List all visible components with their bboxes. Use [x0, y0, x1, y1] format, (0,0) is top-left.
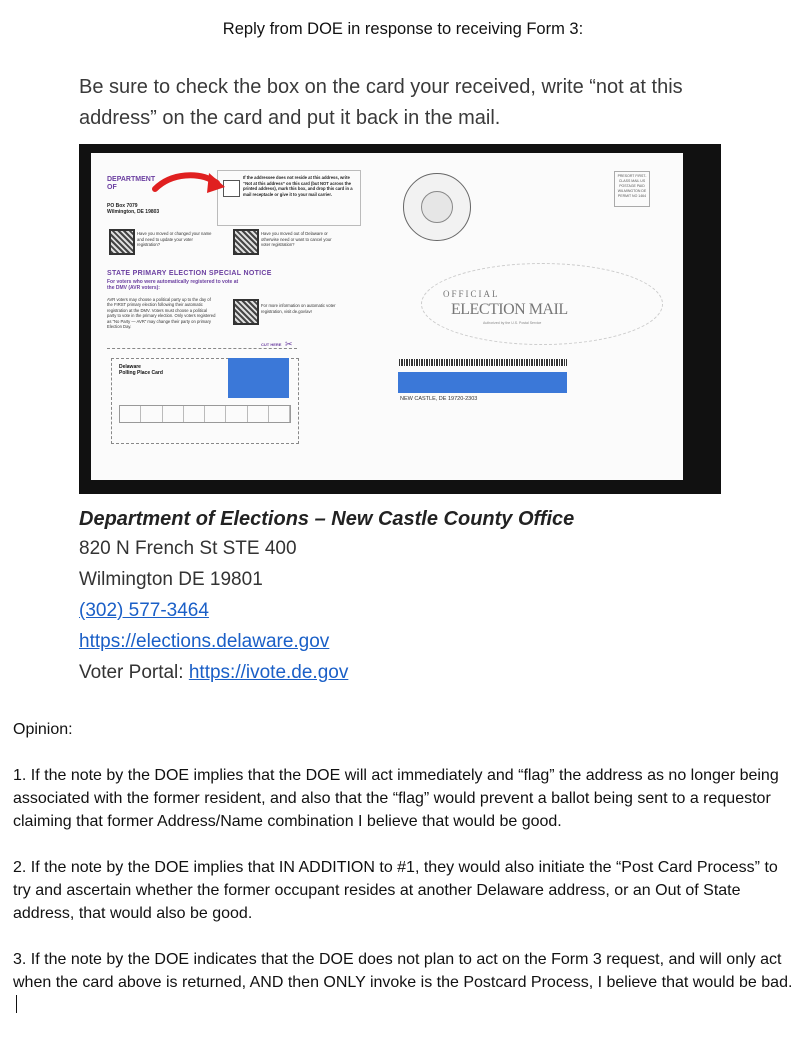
office-name: Department of Elections – New Castle County Office — [79, 508, 575, 530]
office-address-line2: Wilmington DE 19801 — [79, 569, 263, 590]
usps-authorized-label: Authorized by the U.S. Postal Service — [483, 321, 542, 325]
voter-portal-label: Voter Portal: — [79, 662, 189, 683]
card-return-address — [107, 203, 159, 215]
not-at-address-note: If the addressee does not reside at this address, write “Not at this address” on this card (but NOT across the printed address), mark this box, and drop this card in a mail receptacle or give it to your mail carrier. — [243, 175, 353, 197]
election-mail-label: ELECTION MAIL — [451, 301, 568, 318]
office-phone-link[interactable]: (302) 577-3464 — [79, 600, 209, 621]
instruction-text: Be sure to check the box on the card your received, write “not at this address” on the card and put it back in the mail. — [79, 76, 683, 129]
qr-code-icon — [233, 229, 259, 255]
qr3-caption: For more information on automatic voter registration, visit de.gov/avr — [261, 303, 336, 314]
polling-place-title-line2: Polling Place Card — [119, 370, 163, 376]
scissors-icon: ✂ — [285, 339, 293, 349]
redaction-block — [398, 372, 567, 393]
qr1-caption: Have you moved or changed your name and need to update your voter registration? — [137, 231, 212, 247]
recipient-city-line: NEW CASTLE, DE 19720-2303 — [400, 396, 478, 402]
office-contact-block — [79, 505, 574, 688]
opinion-item-3 — [13, 948, 793, 1017]
polling-place-title — [119, 364, 163, 376]
card-dept-name — [107, 176, 155, 192]
postage-indicia: PRESORT FIRST-CLASS MAIL US POSTAGE PAID WILMINGTON DE PERMIT NO 1464 — [614, 171, 650, 207]
opinion-label: Opinion: — [13, 721, 73, 738]
postal-barcode — [399, 359, 567, 366]
polling-place-grid — [119, 405, 291, 423]
text-cursor — [16, 995, 17, 1013]
voter-portal-link[interactable]: https://ivote.de.gov — [188, 662, 349, 683]
postcard-image-frame — [79, 144, 721, 494]
special-notice-body: AVR voters may choose a political party up to the day of the FIRST primary election following their automatic registration at the DMV. Voters must choose a political party to vote in the primary election. Only voters registered as “No Party — AVR” may change their party on primary Election Day. — [107, 297, 216, 330]
polling-place-title-line1: Delaware — [119, 364, 141, 370]
red-arrow-icon — [151, 167, 231, 199]
office-website-link[interactable]: https://elections.delaware.gov — [79, 631, 330, 652]
opinion-section — [13, 718, 793, 1017]
cut-here-label: CUT HERE — [261, 342, 282, 347]
postcard — [91, 153, 683, 480]
page-heading: Reply from DOE in response to receiving Form 3: — [222, 20, 584, 38]
cut-line — [107, 348, 297, 349]
opinion-item-2: 2. If the note by the DOE implies that IN ADDITION to #1, they would also initiate the “Post Card Process” to try and ascertain whether the former occupant resides at another Delaware address, or an Out of State address, that would also be good. — [13, 859, 778, 922]
card-return-address-line1: PO Box 7079 — [107, 203, 138, 209]
redaction-block — [228, 358, 289, 398]
opinion-item-3-text: 3. If the note by the DOE indicates that the DOE does not plan to act on the Form 3 request, and will only act when the card above is returned, AND then ONLY invoke is the Postcard Process, I believe that would be bad. — [13, 951, 793, 991]
special-notice-title: STATE PRIMARY ELECTION SPECIAL NOTICE — [107, 270, 272, 277]
qr2-caption: Have you moved out of Delaware or otherwise need or want to cancel your voter registration? — [261, 231, 332, 247]
official-label: OFFICIAL — [443, 289, 500, 299]
opinion-item-1: 1. If the note by the DOE implies that the DOE will act immediately and “flag” the address as no longer being associated with the former resident, and also that the “flag” would prevent a ballot being sent to a requestor claiming that former Address/Name combination I believe that would be good. — [13, 767, 779, 830]
card-dept-name-line2: OF — [107, 184, 117, 191]
card-return-address-line2: Wilmington, DE 19803 — [107, 209, 160, 215]
qr-code-icon — [109, 229, 135, 255]
qr-code-icon — [233, 299, 259, 325]
card-dept-name-line1: DEPARTMENT — [107, 176, 156, 183]
delaware-seal-center — [421, 191, 453, 223]
office-address-line1: 820 N French St STE 400 — [79, 538, 297, 559]
special-notice-subtitle: For voters who were automatically registered to vote at the DMV (AVR voters): — [107, 279, 239, 291]
